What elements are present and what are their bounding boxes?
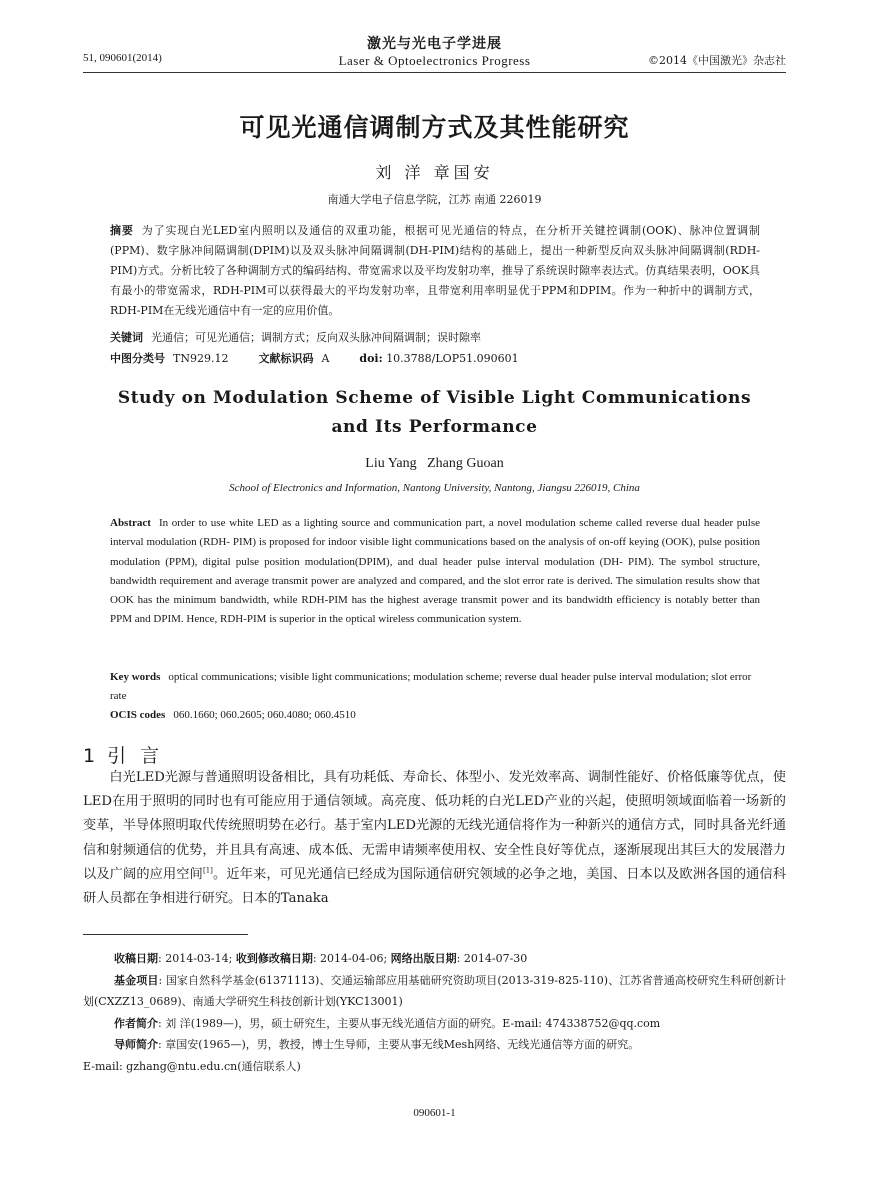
intro-text-before-ref: 白光LED光源与普通照明设备相比，具有功耗低、寿命长、体型小、发光效率高、调制性能好、价格低廉等优点，使LED在用于照明的同时也有可能应用于通信领域。高亮度、低功耗的白光LED产业的兴起，使照明领域面临着一场新的变革，半导体照明取代传统照明势在必行。基于室内LED光源的无线光通信将作为一种新兴的通信方式，同时具备光纤通信和射频通信的优势，并且具有高速、成本低、无需申请频率使用权、安全性良好等优点，逐渐展现出其巨大的发展潜力以及广阔的应用空间 [83, 770, 786, 882]
ocis-codes [110, 706, 760, 725]
abstract-cn-text: 为了实现白光LED室内照明以及通信的双重功能，根据可见光通信的特点，在分析开关键控调制(OOK)、脉冲位置调制(PPM)、数字脉冲间隔调制(DPIM)以及双头脉冲间隔调制(DH-PIM)结构的基础上，提出一种新型反向双头脉冲间隔调制(RDH-PIM)方式。分析比较了各种调制方式的编码结构、带宽需求以及平均发射功率，推导了系统误时隙率表达式。仿真结果表明，OOK具有最小的带宽需求，RDH-PIM可以获得最大的平均发射功率，且带宽利用率明显优于PPM和DPIM。作为一种折中的调制方式，RDH-PIM在无线光通信中有一定的应用价值。 [110, 224, 760, 317]
footnote-author: 作者简介: 刘 洋(1989—)，男，硕士研究生，主要从事无线光通信方面的研究。E-mail: 474338752@qq.com [114, 1016, 661, 1030]
online-date: 2014-07-30 [463, 952, 528, 965]
author-label: 作者简介 [114, 1016, 158, 1030]
keywords-en-label: Key words [110, 671, 161, 683]
section-heading-introduction [83, 741, 163, 768]
paper-title-cn: 可见光通信调制方式及其性能研究 [239, 113, 630, 142]
advisor-text: 章国安(1965—)，男，教授，博士生导师，主要从事无线Mesh网络、无线光通信等方面的研究。 [165, 1038, 640, 1051]
footnote-dates: 收稿日期: 2014-03-14; 收到修改稿日期: 2014-04-06; 网络出版日期: 2014-07-30 [114, 952, 528, 965]
doc-code-value: A [321, 352, 330, 365]
ocis-values: 060.1660; 060.2605; 060.4080; 060.4510 [173, 709, 356, 721]
intro-text-after-ref: 。近年来，可见光通信已经成为国际通信研究领域的必争之地，美国、日本以及欧洲各国的通信科研人员都在争相进行研究。日本的Tanaka [83, 866, 787, 907]
footnote-divider [83, 934, 248, 935]
citation-ref-1[interactable]: [1] [202, 866, 213, 875]
authors-cn: 刘 洋 章国安 [375, 163, 494, 182]
author-text: 刘 洋(1989—)，男，硕士研究生，主要从事无线光通信方面的研究。E-mail: 474338752@qq.com [165, 1016, 661, 1030]
received-date: 2014-03-14 [165, 952, 229, 965]
ocis-label: OCIS codes [110, 709, 166, 721]
advisor-label: 导师简介 [114, 1038, 158, 1051]
affiliation-en: School of Electronics and Information, Nantong University, Nantong, Jiangsu 226019, China [229, 482, 640, 494]
revised-label: 收到修改稿日期 [235, 952, 313, 965]
funding-text: 国家自然科学基金(61371113)、交通运输部应用基础研究资助项目(2013-319-825-110)、江苏省普通高校研究生科研创新计划(CXZZ13_0689)、南通大学研究生科技创新计划(YKC13001) [83, 973, 786, 1008]
abstract-cn-label: 摘要 [110, 224, 134, 237]
doi-label: doi: [359, 352, 383, 365]
affiliation-cn: 南通大学电子信息学院，江苏 南通 226019 [327, 193, 542, 206]
footnote-advisor-email: E-mail: gzhang@ntu.edu.cn(通信联系人) [83, 1059, 301, 1073]
keywords-en [110, 668, 760, 706]
received-label: 收稿日期 [114, 952, 158, 965]
abstract-cn [110, 221, 760, 321]
classification-cn [110, 350, 760, 368]
revised-date: 2014-04-06 [320, 952, 384, 965]
header-volume-info: 51, 090601(2014) [83, 52, 162, 64]
clc-value: TN929.12 [173, 352, 229, 365]
funding-label: 基金项目 [114, 973, 159, 987]
keywords-en-text: optical communications; visible light communications; modulation scheme; reverse dual header pulse interval modulation; slot error rate [110, 671, 752, 702]
footnotes [83, 948, 786, 1077]
paper-title-en-line2: and Its Performance [331, 417, 538, 437]
footnote-advisor: 导师简介: 章国安(1965—)，男，教授，博士生导师，主要从事无线Mesh网络、无线光通信等方面的研究。 [114, 1038, 640, 1051]
paper-title-en-line1: Study on Modulation Scheme of Visible Light Communications [117, 388, 752, 408]
keywords-cn-text: 光通信；可见光通信；调制方式；反向双头脉冲间隔调制；误时隙率 [151, 331, 481, 344]
clc-label: 中图分类号 [110, 352, 165, 365]
journal-name-en: Laser & Optoelectronics Progress [338, 53, 531, 68]
section-number: 1 [83, 745, 100, 767]
introduction-paragraph [83, 766, 786, 911]
keywords-cn-label: 关键词 [110, 331, 143, 344]
doi-value: 10.3788/LOP51.090601 [386, 352, 519, 365]
footnote-funding: 基金项目: 国家自然科学基金(61371113)、交通运输部应用基础研究资助项目(2013-319-825-110)、江苏省普通高校研究生科研创新计划(CXZZ13_0689)、南通大学研究生科技创新计划(YKC13001) [83, 973, 786, 1008]
keywords-cn [110, 329, 760, 347]
abstract-en-text: In order to use white LED as a lighting source and communication part, a novel modulation scheme called reverse dual header pulse interval modulation (RDH- PIM) is proposed for indoor visible light communications based on the analysis of on-off keying (OOK), pulse position modulation (PPM), digital pulse position modulation(DPIM), and dual header pulse interval modulation (DH- PIM). The symbol structure, bandwidth requirement and average transmit power are analyzed and compared, and the slot error rate is derived. The simulation results show that OOK has the minimum bandwidth, while RDH-PIM has the highest average transmit power and its bandwidth efficiency is notably better than PPM and DPIM. Hence, RDH-PIM is superior in the optical wireless communication system. [110, 517, 760, 626]
paper-title-en [83, 384, 786, 442]
header-copyright: ©2014《中国激光》杂志社 [648, 54, 786, 67]
header-divider [83, 72, 786, 73]
doc-code-label: 文献标识码 [258, 352, 314, 365]
authors-en: Liu Yang Zhang Guoan [365, 456, 504, 471]
journal-name-cn: 激光与光电子学进展 [367, 36, 502, 52]
abstract-en-label: Abstract [110, 517, 151, 529]
page-number: 090601-1 [413, 1107, 456, 1119]
abstract-en [110, 514, 760, 630]
section-title: 引 言 [107, 745, 164, 767]
running-header [83, 36, 786, 72]
online-label: 网络出版日期 [390, 952, 457, 965]
